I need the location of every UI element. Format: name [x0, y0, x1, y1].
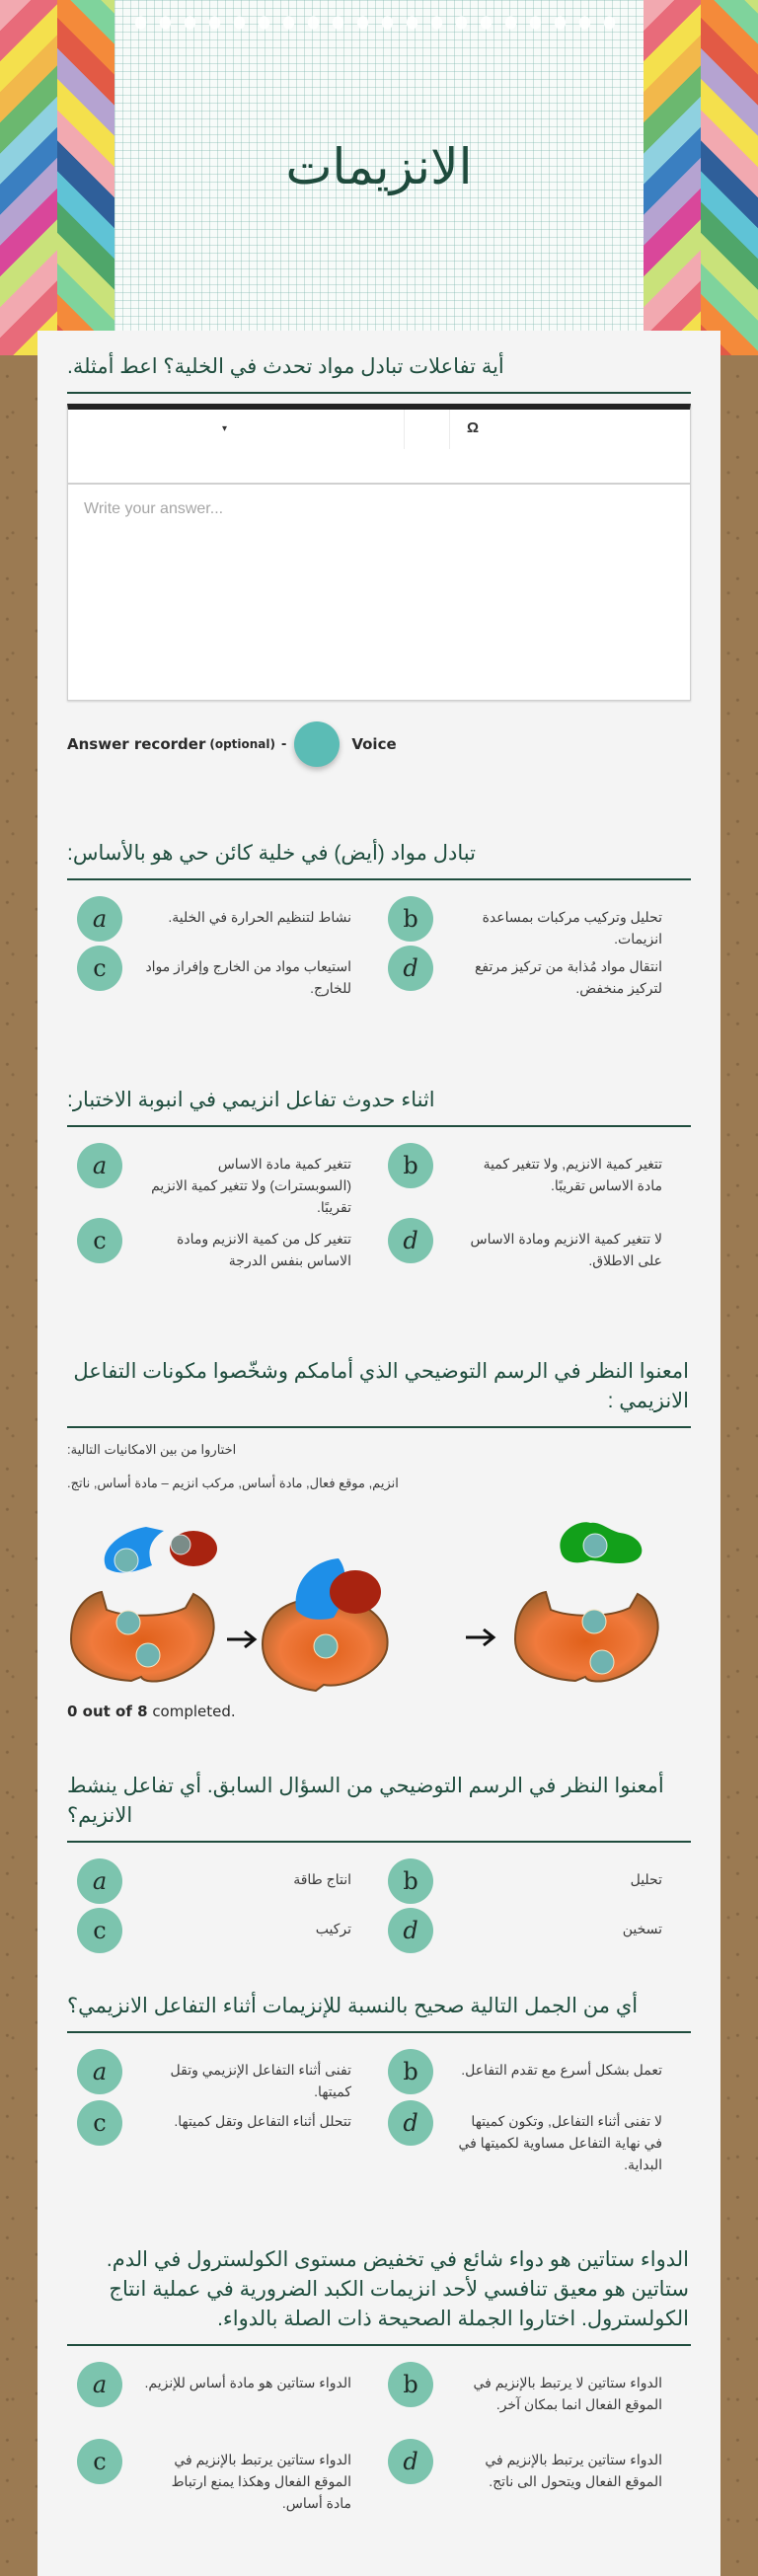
- option-letter: a: [77, 2049, 122, 2094]
- option-a[interactable]: [77, 1858, 389, 1904]
- option-c[interactable]: [77, 2439, 389, 2514]
- question-title: أية تفاعلات تبادل مواد تحدث في الخلية؟ اعط أمثلة.: [67, 355, 504, 378]
- answer-editor: [67, 404, 691, 701]
- arrow-right-icon: [227, 1631, 255, 1647]
- option-letter: b: [388, 1143, 433, 1188]
- option-text: لا تفنى أثناء التفاعل, وتكون كميتها في نهاية التفاعل مساوية لكميتها في البداية.: [458, 2113, 662, 2172]
- option-letter: c: [77, 2100, 122, 2146]
- chevron-pattern-left: [0, 0, 114, 355]
- divider: [67, 1426, 691, 1428]
- progress-count: 0 out of 8: [67, 1703, 148, 1720]
- option-text: تفنى أثناء التفاعل الإنزيمي وتقل كميتها.: [170, 2062, 351, 2099]
- option-letter: c: [77, 2439, 122, 2484]
- enzyme-3: [515, 1592, 658, 1682]
- option-a[interactable]: [77, 2049, 389, 2102]
- option-letter: a: [77, 1143, 122, 1188]
- option-letter: a: [77, 2362, 122, 2407]
- option-letter: b: [388, 2049, 433, 2094]
- divider: [67, 1125, 691, 1127]
- question-2: [67, 839, 691, 1024]
- options: [67, 896, 691, 1024]
- divider: [67, 392, 691, 394]
- question-title: أي من الجمل التالية صحيح بالنسبة للإنزيمات أثناء التفاعل الانزيمي؟: [67, 1995, 639, 2017]
- progress-suffix: completed.: [152, 1703, 236, 1720]
- option-letter: d: [388, 1908, 433, 1953]
- format-dropdown[interactable]: [68, 410, 404, 449]
- option-text: لا تتغير كمية الانزيم ومادة الاساس على الاطلاق.: [470, 1231, 662, 1268]
- option-text: الدواء ستاتين يرتبط بالإنزيم في الموقع الفعال وهكذا يمنع ارتباط مادة أساس.: [171, 2452, 351, 2511]
- answer-recorder: [67, 722, 691, 766]
- option-a[interactable]: [77, 2362, 389, 2407]
- option-c[interactable]: [77, 1908, 389, 1953]
- option-b[interactable]: [388, 896, 700, 949]
- options: [67, 1858, 691, 1967]
- option-text: تتغير كل من كمية الانزيم ومادة الاساس بنفس الدرجة: [177, 1231, 351, 1268]
- option-c[interactable]: [77, 1218, 389, 1271]
- option-a[interactable]: [77, 896, 389, 942]
- options: [67, 1143, 691, 1291]
- option-text: تركيب: [315, 1921, 351, 1936]
- question-title: تبادل مواد (أيض) في خلية كائن حي هو بالأساس:: [67, 842, 476, 865]
- option-text: تتغير كمية مادة الاساس (السوبسترات) ولا تتغير كمية الانزيم تقريبًا.: [151, 1156, 351, 1215]
- option-d[interactable]: [388, 2439, 700, 2492]
- page-title: الانزيمات: [285, 138, 473, 195]
- option-text: تسخين: [622, 1921, 662, 1936]
- option-b[interactable]: [388, 1143, 700, 1196]
- options: [67, 2362, 691, 2520]
- option-text: الدواء ستاتين هو مادة أساس للإنزيم.: [144, 2375, 351, 2390]
- chevron-pattern-right: [644, 0, 758, 355]
- question-title: اثناء حدوث تفاعل انزيمي في انبوبة الاختبار:: [67, 1089, 435, 1111]
- option-letter: c: [77, 1218, 122, 1263]
- enzyme-1: [71, 1592, 214, 1682]
- question-1: [67, 352, 691, 766]
- option-d[interactable]: [388, 1908, 700, 1953]
- option-text: انتاج طاقة: [293, 1871, 351, 1887]
- option-text: تحليل: [630, 1871, 662, 1887]
- divider: [67, 878, 691, 880]
- answer-textarea[interactable]: Write your answer...: [84, 500, 224, 517]
- question-5: [67, 1772, 691, 1967]
- option-letter: d: [388, 946, 433, 991]
- recorder-dash: -: [281, 735, 287, 752]
- option-text: تحليل وتركيب مركبات بمساعدة انزيمات.: [482, 909, 662, 947]
- option-a[interactable]: [77, 1143, 389, 1218]
- editor-toolbar: [68, 410, 690, 485]
- option-b[interactable]: [388, 1858, 700, 1904]
- arrow-right-icon: [466, 1629, 493, 1645]
- option-letter: a: [77, 1858, 122, 1904]
- option-d[interactable]: [388, 1218, 700, 1271]
- question-title: امعنوا النظر في الرسم التوضيحي الذي أمامكم وشخّصوا مكونات التفاعل الانزيمي :: [73, 1360, 689, 1412]
- options: [67, 2049, 691, 2177]
- option-letter: d: [388, 1218, 433, 1263]
- option-text: تتحلل أثناء التفاعل وتقل كميتها.: [174, 2113, 351, 2129]
- question-title: أمعنوا النظر في الرسم التوضيحي من السؤال السابق. أي تفاعل ينشط الانزيم؟: [67, 1775, 664, 1827]
- special-character-icon[interactable]: Ω: [467, 419, 480, 436]
- question-7: [67, 2245, 691, 2520]
- option-text: نشاط لتنظيم الحرارة في الخلية.: [168, 909, 351, 925]
- toolbar-separator: [449, 410, 450, 449]
- option-b[interactable]: [388, 2362, 700, 2415]
- page-header: [0, 0, 758, 355]
- choices-text: انزيم, موقع فعال, مادة أساس, مركب انزيم – مادة أساس, ناتج.: [67, 1476, 399, 1490]
- option-text: انتقال مواد مُذابة من تركيز مرتفع لتركيز منخفض.: [474, 958, 662, 996]
- instruction-text: اختاروا من بين الامكانيات التالية:: [67, 1442, 237, 1457]
- option-letter: d: [388, 2100, 433, 2146]
- option-letter: c: [77, 946, 122, 991]
- divider: [67, 1841, 691, 1843]
- recorder-label: Answer recorder: [67, 735, 206, 753]
- divider: [67, 2344, 691, 2346]
- option-text: تتغير كمية الانزيم, ولا تتغير كمية مادة الاساس تقريبًا.: [483, 1156, 662, 1193]
- option-letter: b: [388, 1858, 433, 1904]
- voice-label: Voice: [351, 735, 397, 753]
- recorder-optional: (optional): [209, 737, 275, 751]
- divider: [67, 2031, 691, 2033]
- option-letter: a: [77, 896, 122, 942]
- record-voice-button[interactable]: [294, 721, 340, 767]
- option-text: استيعاب مواد من الخارج وإفراز مواد للخارج.: [145, 958, 351, 996]
- option-letter: b: [388, 896, 433, 942]
- enzyme-diagram: [67, 1511, 691, 1699]
- option-c[interactable]: [77, 946, 389, 999]
- chevron-down-icon: ▾: [222, 423, 228, 434]
- option-letter: b: [388, 2362, 433, 2407]
- notebook-holes: [128, 16, 622, 30]
- option-d[interactable]: [388, 946, 700, 999]
- option-b[interactable]: [388, 2049, 700, 2094]
- option-text: الدواء ستاتين يرتبط بالإنزيم في الموقع الفعال ويتحول الى ناتج.: [485, 2452, 662, 2489]
- question-title: الدواء ستاتين هو دواء شائع في تخفيض مستوى الكولسترول في الدم. ستاتين هو معيق تنافسي لأحد انزيمات الكبد الضرورية في عملية انتاج الكولسترول. اختاروا الجملة الصحيحة ذات الصلة بالدواء.: [106, 2248, 689, 2330]
- option-c[interactable]: [77, 2100, 389, 2146]
- question-3: [67, 1086, 691, 1291]
- question-6: [67, 1992, 691, 2177]
- option-letter: c: [77, 1908, 122, 1953]
- option-text: الدواء ستاتين لا يرتبط بالإنزيم في الموقع الفعال انما بمكان آخر.: [473, 2375, 662, 2412]
- option-text: تعمل بشكل أسرع مع تقدم التفاعل.: [461, 2062, 662, 2078]
- question-4: [67, 1357, 691, 1720]
- option-d[interactable]: [388, 2100, 700, 2175]
- option-letter: d: [388, 2439, 433, 2484]
- toolbar-separator: [404, 410, 405, 449]
- progress-text: [67, 1703, 691, 1720]
- worksheet-card: [38, 331, 720, 2576]
